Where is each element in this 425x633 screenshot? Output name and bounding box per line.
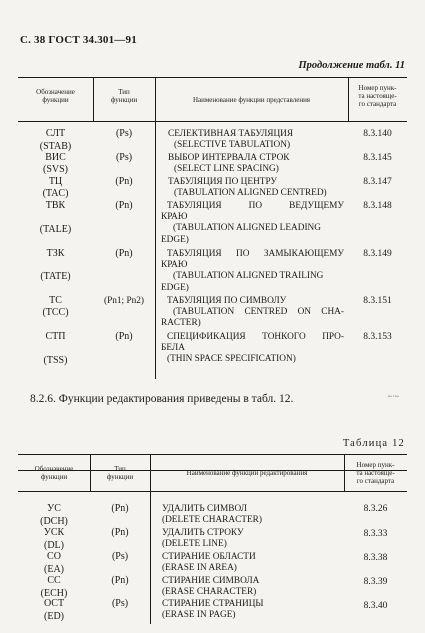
table-cell-name: ТАБУЛЯЦИЯ ПО СИМВОЛУ (TABULATION CENTRED ON CHA- RACTER)	[161, 296, 344, 329]
table12-header-name: Наименование функции редактирования	[186, 469, 308, 477]
table-cell-code: (ECH)	[40, 588, 68, 599]
table-cell-code: ТЗК	[46, 248, 65, 259]
table-cell-number: 8.3.39	[363, 577, 388, 587]
table11-header-name: Наименование функции представления	[192, 96, 311, 104]
table-cell-type: (Pn)	[111, 575, 129, 586]
table-cell-name: СТИРАНИЕ СТРАНИЦЫ (ERASE IN PAGE)	[162, 599, 264, 621]
table11-col-divider	[155, 77, 156, 379]
table-cell-code: (ED)	[44, 611, 64, 622]
table-cell-code: (EA)	[44, 564, 64, 575]
table-cell-code: УСК	[43, 527, 65, 538]
table-cell-name: ВЫБОР ИНТЕРВАЛА СТРОК (SELECT LINE SPACING)	[168, 153, 290, 175]
table-cell-name: СТИРАНИЕ СИМВОЛА (ERASE CHARACTER)	[162, 576, 260, 598]
table-cell-code: ТВК	[45, 200, 66, 211]
table-cell-number: 8.3.145	[363, 153, 392, 163]
table-cell-name: СПЕЦИФИКАЦИЯ ТОНКОГО ПРО- БЕЛА (THIN SPACE SPECIFICATION)	[161, 332, 344, 365]
scan-mark: ~·~	[387, 392, 399, 401]
table-cell-code: ТЦ	[48, 176, 63, 187]
table-cell-number: 8.3.33	[363, 529, 388, 539]
table-cell-code: (SVS)	[42, 164, 68, 175]
table12-header-designation-cell: Обозначение функции	[34, 465, 74, 481]
table12-header-number: Номер пунк- та настояще- го стандарта	[356, 461, 395, 485]
table-cell-type: (Ps)	[111, 598, 129, 609]
table-cell-code: ВИС	[45, 152, 66, 163]
table-cell-code: ОСТ	[43, 598, 65, 609]
table12-header-type: Тип функции	[106, 465, 134, 481]
page-header: С. 38 ГОСТ 34.301—91	[20, 34, 137, 46]
section-paragraph: 8.2.6. Функции редактирования приведены в табл. 12.	[30, 393, 294, 405]
table-cell-type: (Pn)	[111, 503, 129, 514]
table-cell-code: СО	[47, 551, 61, 562]
table-cell-name: ТАБУЛЯЦИЯ ПО ВЕДУЩЕМУ КРАЮ (TABULATION ALIGNED LEADING EDGE)	[161, 201, 344, 245]
table-cell-code: (DL)	[44, 540, 64, 551]
table-cell-type: (Ps)	[115, 128, 133, 139]
table-cell-code: ТС	[49, 295, 62, 306]
table-cell-number: 8.3.148	[363, 201, 392, 211]
table11-header-designation: Обозначение функции	[36, 88, 75, 104]
table-cell-number: 8.3.140	[363, 129, 392, 139]
table-cell-number: 8.3.147	[363, 177, 392, 187]
table12-top-rule	[18, 454, 407, 455]
table-cell-type: (Pn)	[111, 527, 129, 538]
table-cell-code: (STAB)	[39, 141, 72, 152]
table-cell-name: ТАБУЛЯЦИЯ ПО ЦЕНТРУ (TABULATION ALIGNED CENTRED)	[168, 177, 327, 199]
table-cell-type: (Pn)	[115, 200, 133, 211]
table-cell-type: (Pn1; Pn2)	[103, 296, 145, 306]
table-cell-type: (Ps)	[115, 152, 133, 163]
table-cell-name: ТАБУЛЯЦИЯ ПО ЗАМЫКАЮЩЕМУ КРАЮ (TABULATION ALIGNED TRAILING EDGE)	[161, 249, 344, 293]
table-cell-code: (DCH)	[40, 516, 68, 527]
table11-continuation-title: Продолжение табл. 11	[298, 60, 405, 71]
table12-title: Таблица 12	[342, 438, 405, 449]
table12-col-divider	[150, 454, 151, 624]
table-cell-code: (TCC)	[42, 307, 69, 318]
table-cell-type: (Pn)	[115, 176, 133, 187]
table-cell-code: (TAC)	[42, 188, 69, 199]
table12-header-bottom	[18, 491, 407, 492]
table-cell-code: (TATE)	[40, 271, 71, 282]
table-cell-name: УДАЛИТЬ СИМВОЛ (DELETE CHARACTER)	[162, 504, 262, 526]
table-cell-number: 8.3.149	[363, 249, 392, 259]
table11-header-rule	[18, 121, 407, 122]
table-cell-type: (Pn)	[115, 248, 133, 259]
table-cell-name: СТИРАНИЕ ОБЛАСТИ (ERASE IN AREA)	[162, 552, 256, 574]
table-cell-code: СТП	[45, 331, 66, 342]
table-cell-number: 8.3.38	[363, 553, 388, 563]
table-cell-code: СЛТ	[45, 128, 66, 139]
table-cell-number: 8.3.26	[363, 504, 388, 514]
table-cell-number: 8.3.153	[363, 332, 392, 342]
table11-header-number: Номер пунк- та настояще- го стандарта	[358, 84, 397, 108]
table-cell-code: (TSS)	[43, 355, 68, 366]
table-cell-name: УДАЛИТЬ СТРОКУ (DELETE LINE)	[162, 528, 244, 550]
table-cell-number: 8.3.151	[363, 296, 392, 306]
table-cell-type: (Ps)	[111, 551, 129, 562]
table-cell-number: 8.3.40	[363, 601, 388, 611]
table-cell-code: УС	[47, 503, 61, 514]
table-cell-code: СС	[47, 575, 61, 586]
table-cell-type: (Pn)	[115, 331, 133, 342]
table-cell-name: СЕЛЕКТИВНАЯ ТАБУЛЯЦИЯ (SELECTIVE TABULATION)	[168, 129, 294, 151]
table-cell-code: (TALE)	[39, 224, 72, 235]
table11-header-type: Тип функции	[110, 88, 138, 104]
